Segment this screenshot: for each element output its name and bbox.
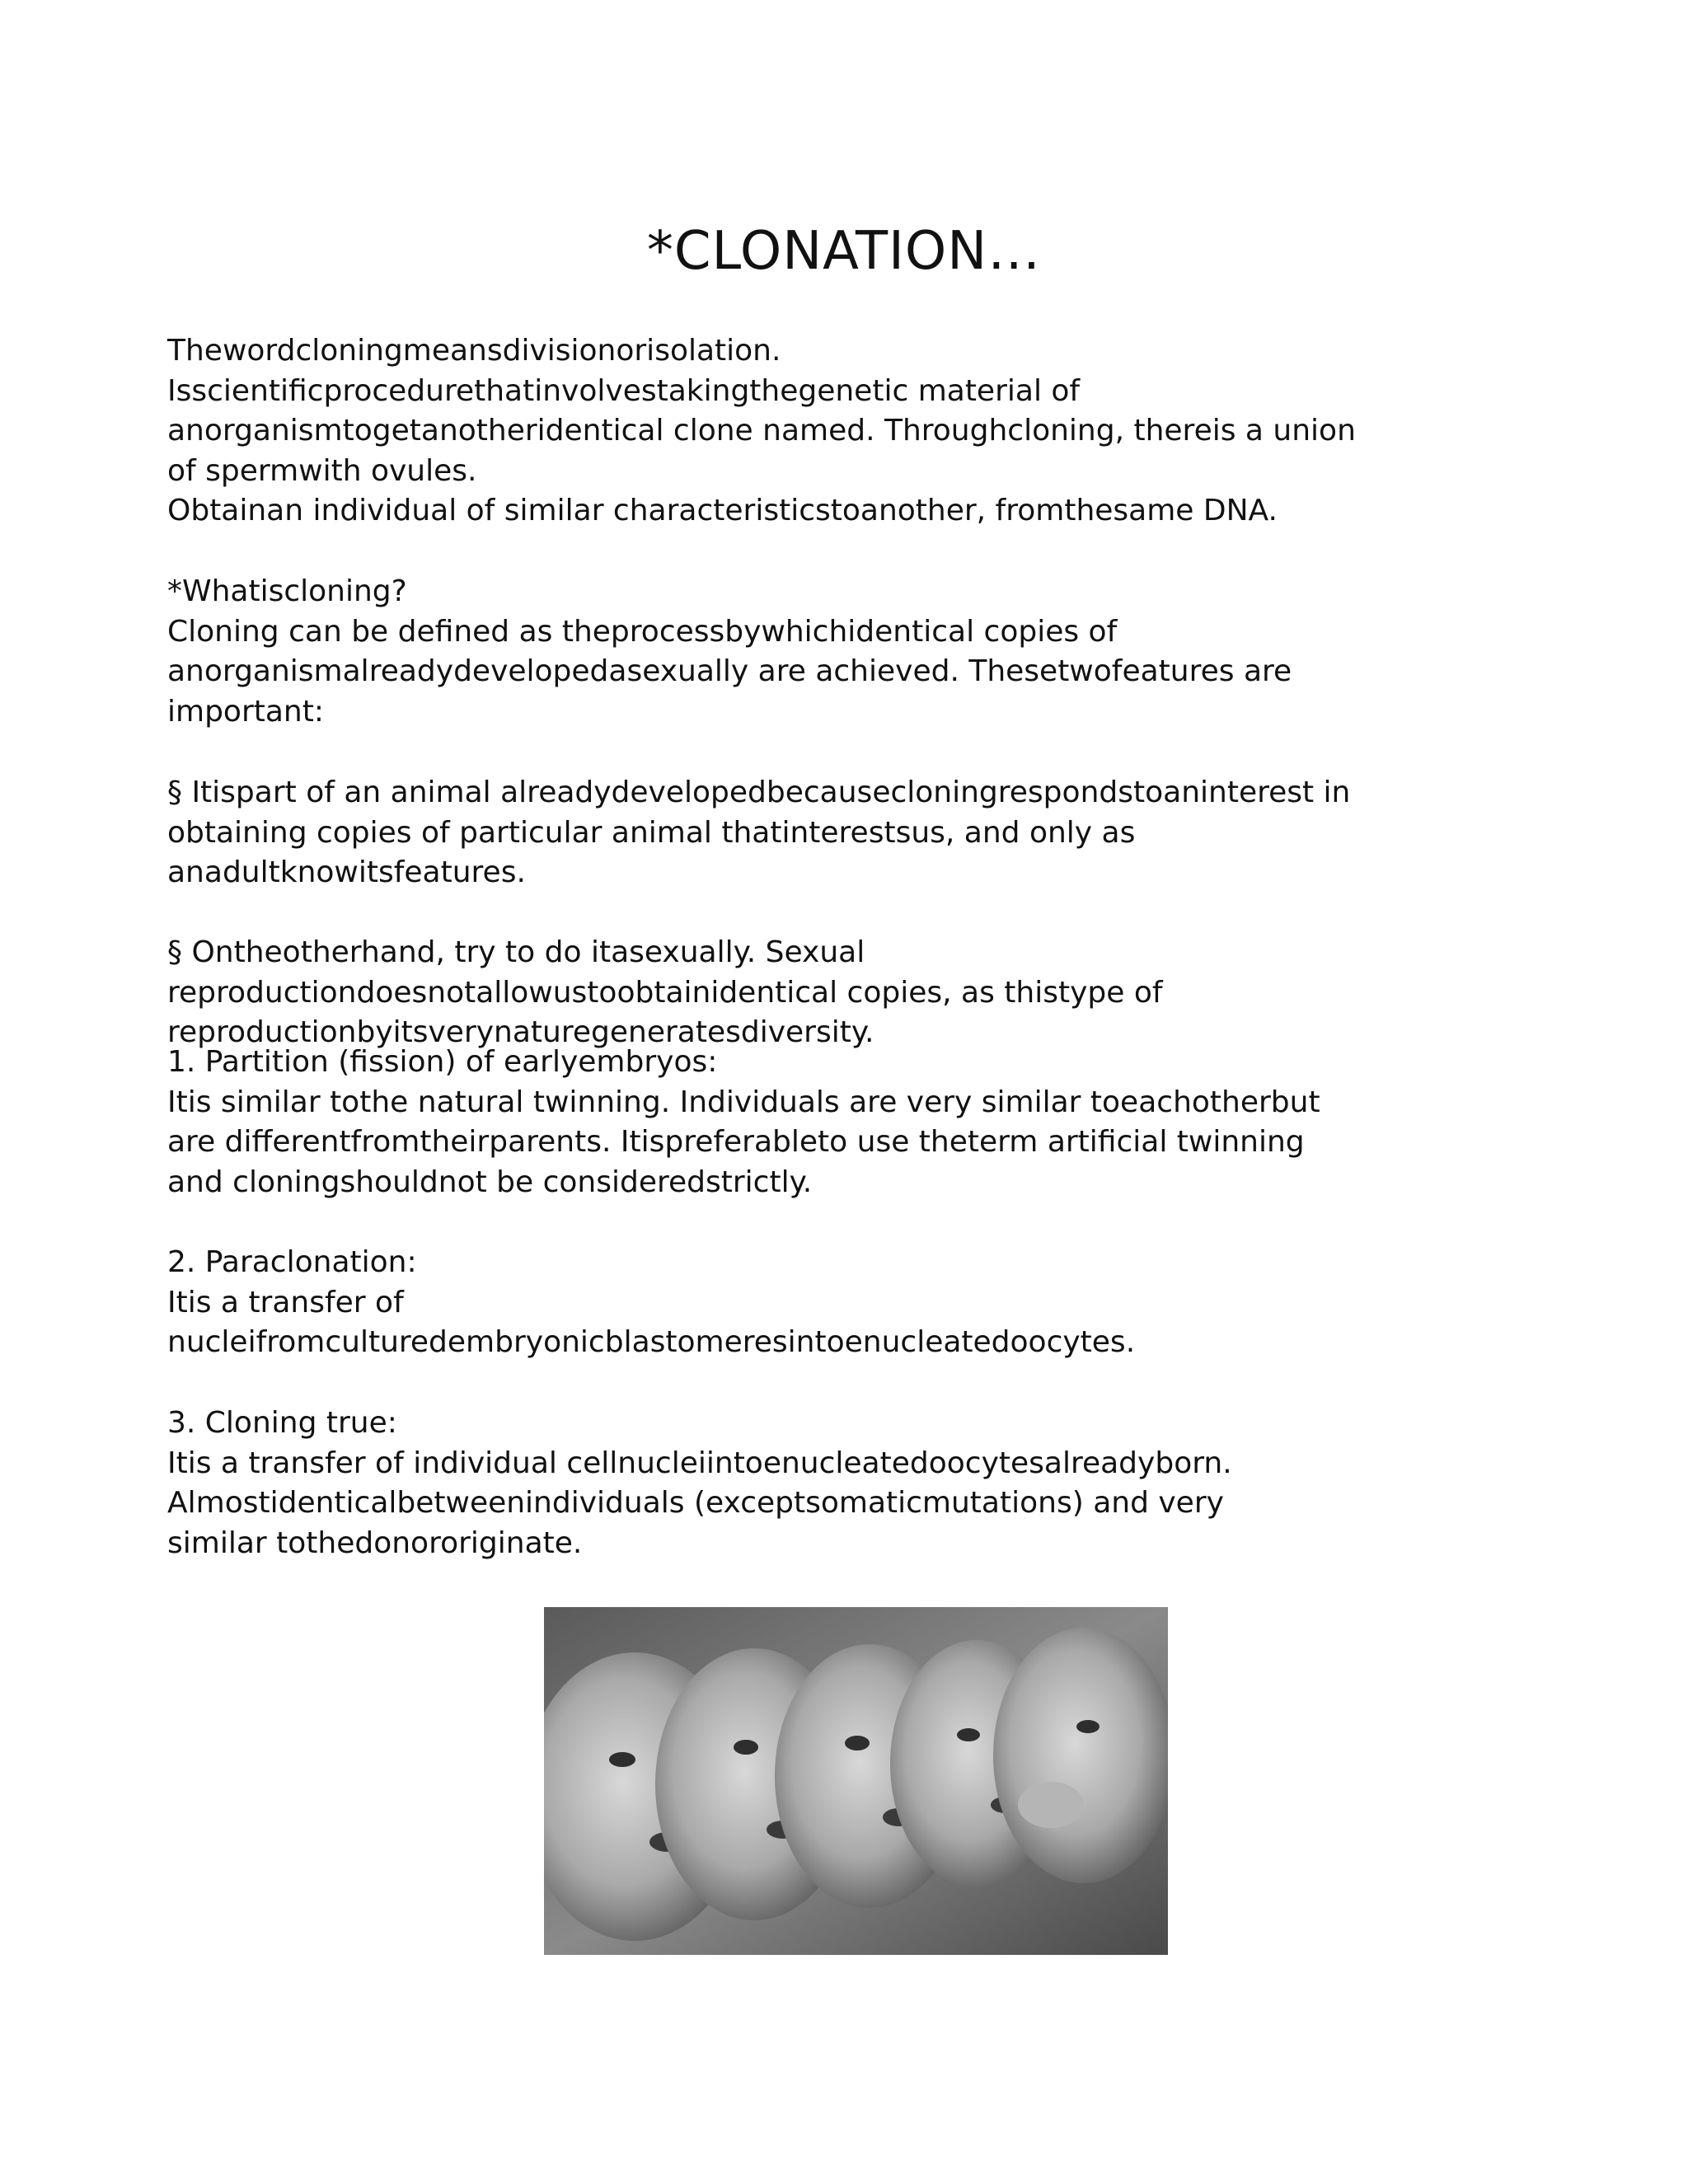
text-line: Almostidenticalbetweenindividuals (exceptsomaticmutations) and very [167,1486,1224,1520]
text-line: and cloningshouldnot be consideredstrictly. [167,1165,813,1199]
text-line: Thewordcloningmeansdivisionorisolation. [167,334,781,368]
text-line: Isscientificprocedurethatinvolvestakingthegenetic material of [167,373,1081,408]
text-line: anorganismtogetanotheridentical clone named. Throughcloning, thereis a union [167,414,1356,448]
section-heading: *Whatiscloning? [167,574,407,608]
method-3-section [167,1404,1536,1563]
text-line: anorganismalreadydevelopedasexually are achieved. Thesetwofeatures are [167,654,1292,688]
text-line: reproductiondoesnotallowustoobtainidentical copies, as thistype of [167,975,1163,1010]
text-line: of spermwith ovules. [167,453,477,488]
text-line: § Ontheotherhand, try to do itasexually. Sexual [167,935,865,969]
page-title: *CLONATION… [646,221,1042,282]
bullet-paragraph-2 [167,933,1536,1053]
bullet-paragraph-1 [167,773,1536,893]
text-line: reproductionbyitsverynaturegeneratesdiversity. [167,1015,874,1049]
text-line: are differentfromtheirparents. Itispreferableto use theterm artificial twinning [167,1125,1305,1159]
section-heading: 3. Cloning true: [167,1406,397,1440]
intro-paragraph [167,331,1536,532]
text-line: Itis similar tothe natural twinning. Individuals are very similar toeachotherbut [167,1085,1320,1119]
text-line: obtaining copies of particular animal thatinterestsus, and only as [167,815,1136,850]
text-line: Itis a transfer of individual cellnucleiintoenucleatedoocytesalreadyborn. [167,1446,1232,1480]
text-line: Obtainan individual of similar characteristicstoanother, fromthesame DNA. [167,494,1278,527]
section-heading: 1. Partition (fission) of earlyembryos: [167,1045,718,1079]
baby-face-5 [993,1628,1168,1883]
what-is-cloning-section [167,572,1536,732]
cloned-babies-photo [544,1607,1168,1955]
text-line: § Itispart of an animal alreadydevelopedbecausecloningrespondstoaninterest in [167,776,1351,809]
text-line: nucleifromculturedembryonicblastomeresintoenucleatedoocytes. [167,1325,1136,1359]
method-2-section [167,1243,1536,1363]
text-line: important: [167,694,324,729]
text-line: Cloning can be defined as theprocessbywhichidentical copies of [167,614,1118,649]
text-line: anadultknowitsfeatures. [167,855,526,889]
text-line: similar tothedonororiginate. [167,1526,583,1560]
text-line: Itis a transfer of [167,1285,404,1319]
section-heading: 2. Paraclonation: [167,1245,417,1279]
method-1-section [167,1043,1536,1202]
